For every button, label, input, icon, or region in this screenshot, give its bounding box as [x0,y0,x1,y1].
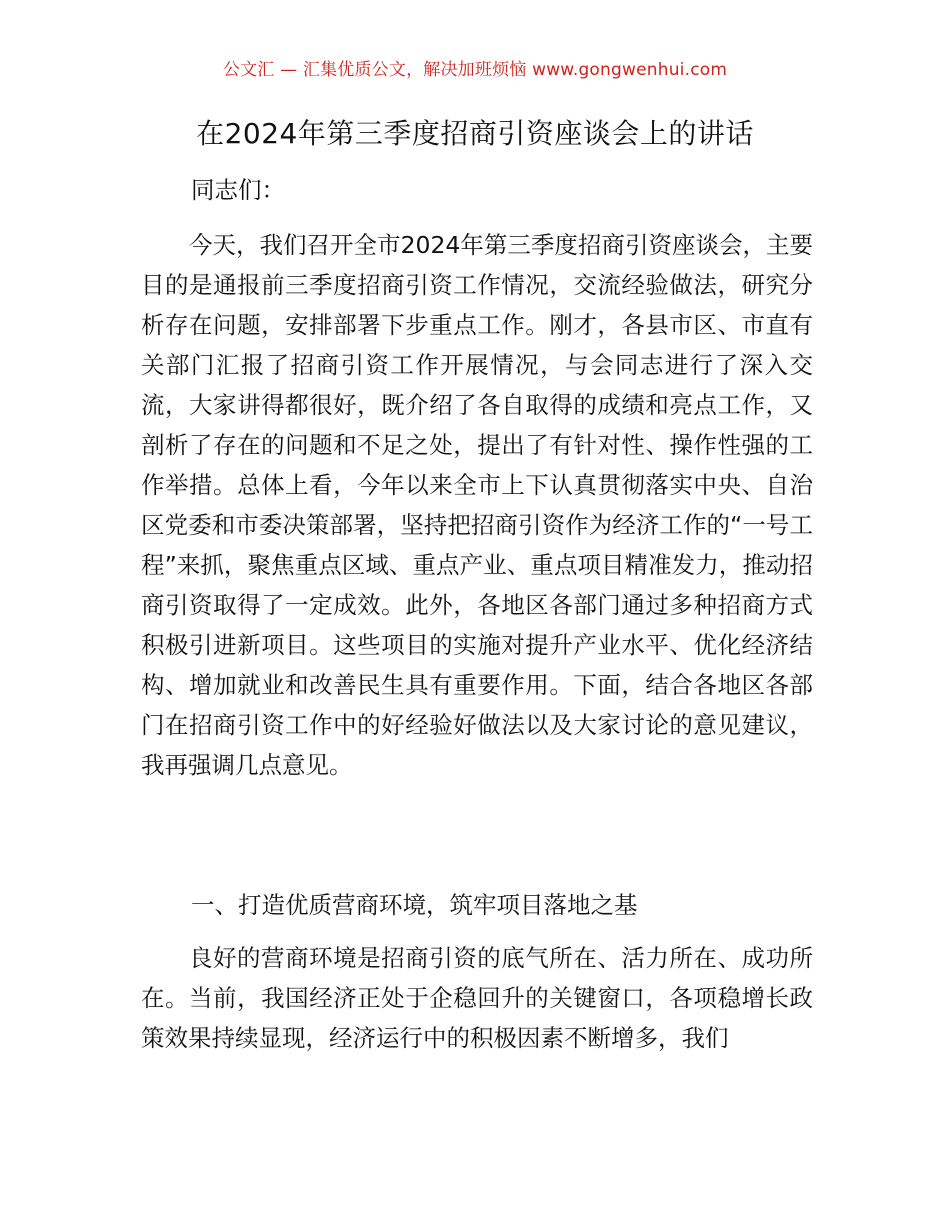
site-banner: 公文汇 — 汇集优质公文，解决加班烦恼 www.gongwenhui.com [222,60,728,80]
section-heading-1: 一、打造优质营商环境，筑牢项目落地之基 [191,891,638,919]
document-title: 在2024年第三季度招商引资座谈会上的讲话 [196,117,754,150]
greeting: 同志们： [191,176,285,204]
paragraph-intro: 今天，我们召开全市2024年第三季度招商引资座谈会，主要目的是通报前三季度招商引资工作情况，交流经验做法，研究分析存在问题，安排部署下步重点工作。刚才，各县市区、市直有关部门汇报了招商引资工作开展情况，与会同志进行了深入交流，大家讲得都很好，既介绍了各自取得的成绩和亮点工作，又剖析了存在的问题和不足之处，提出了有针对性、操作性强的工作举措。总体上看，今年以来全市上下认真贯彻落实中央、自治区党委和市委决策部署，坚持把招商引资作为经济工作的“一号工程”来抓，聚焦重点区域、重点产业、重点项目精准发力，推动招商引资取得了一定成效。此外，各地区各部门通过多种招商方式积极引进新项目。这些项目的实施对提升产业水平、优化经济结构、增加就业和改善民生具有重要作用。下面，结合各地区各部门在招商引资工作中的好经验好做法以及大家讨论的意见建议，我再强调几点意见。 [141,231,813,779]
paragraph-section-1: 良好的营商环境是招商引资的底气所在、活力所在、成功所在。当前，我国经济正处于企稳回升的关键窗口，各项稳增长政策效果持续显现，经济运行中的积极因素不断增多，我们 [141,944,813,1052]
